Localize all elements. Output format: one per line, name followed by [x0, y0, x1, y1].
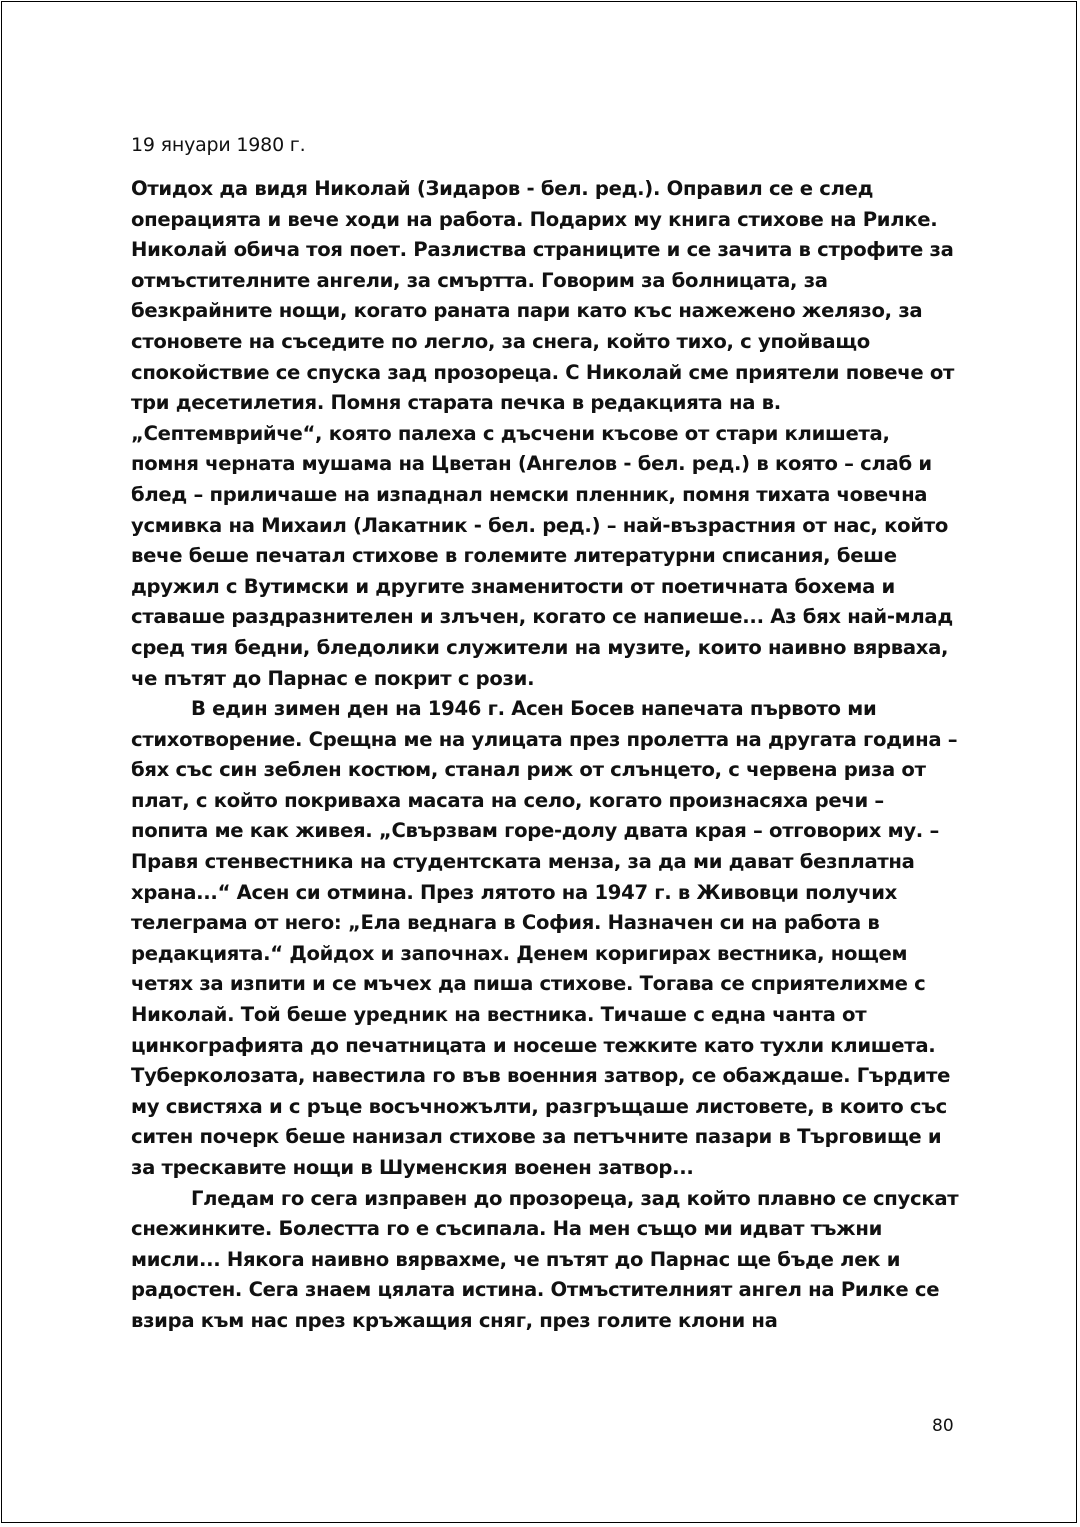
document-page: [1, 1, 1077, 1523]
paragraph-1: Отидох да видя Николай (Зидаров - бел. ред.). Оправил се е след операцията и вече ходи на работа. Подарих му книга стихове на Рилке. Николай обича тоя поет. Разлиства страниците и се зачита в строфите за отмъстителните ангели, за смъртта. Говорим за болницата, за безкрайните нощи, когато раната пари като къс нажежено желязо, за стоновете на съседите по легло, за снега, който тихо, с упойващо спокойствие се спуска зад прозореца. С Николай сме приятели повече от три десетилетия. Помня старата печка в редакцията на в. „Септемврийче“, която палеха с дъсчени късове от стари клишета, помня черната мушама на Цветан (Ангелов - бел. ред.) в която – слаб и блед – приличаше на изпаднал немски пленник, помня тихата човечна усмивка на Михаил (Лакатник - бел. ред.) – най-възрастния от нас, който вече беше печатал стихове в големите литературни списания, беше дружил с Вутимски и другите знаменитости от поетичната бохема и ставаше раздразнителен и злъчен, когато се напиеше... Аз бях най-млад сред тия бедни, бледолики служители на музите, които наивно вярваха, че пътят до Парнас е покрит с рози.: [131, 177, 955, 690]
page-number: 80: [932, 1416, 954, 1436]
paragraph-2: В един зимен ден на 1946 г. Асен Босев напечата първото ми стихотворение. Срещна ме на улицата през пролетта на другата година – бях със син зеблен костюм, станал риж от слънцето, с червена риза от плат, с който покриваха масата на село, когато произнасяха речи – попита ме как живея. „Свързвам горе-долу двата края – отговорих му. – Правя стенвестника на студентската менза, за да ми дават безплатна храна...“ Асен си отмина. През лятото на 1947 г. в Живовци получих телеграма от него: „Ела веднага в София. Назначен си на работа в редакцията.“ Дойдох и започнах. Денем коригирах вестника, нощем четях за изпити и се мъчех да пиша стихове. Тогава се сприятелихме с Николай. Той беше уредник на вестника. Тичаше с една чанта от цинкографията до печатницата и носеше тежките като тухли клишета. Туберколозата, навестила го във военния затвор, се обаждаше. Гърдите му свистяха и с ръце восъчножълти, разгръщаше листовете, в които със ситен почерк беше нанизал стихове за петъчните пазари в Търговище и за трескавите нощи в Шуменския военен затвор...: [131, 697, 958, 1179]
entry-date: 19 януари 1980 г.: [131, 134, 306, 156]
paragraph-3: Гледам го сега изправен до прозореца, зад който плавно се спускат снежинките. Болестта го е съсипала. На мен също ми идват тъжни мисли... Някога наивно вярвахме, че пътят до Парнас ще бъде лек и радостен. Сега знаем цялата истина. Отмъстителният ангел на Рилке се взира към нас през кръжащия сняг, през голите клони на: [131, 1186, 959, 1332]
page-content: [131, 130, 961, 1337]
